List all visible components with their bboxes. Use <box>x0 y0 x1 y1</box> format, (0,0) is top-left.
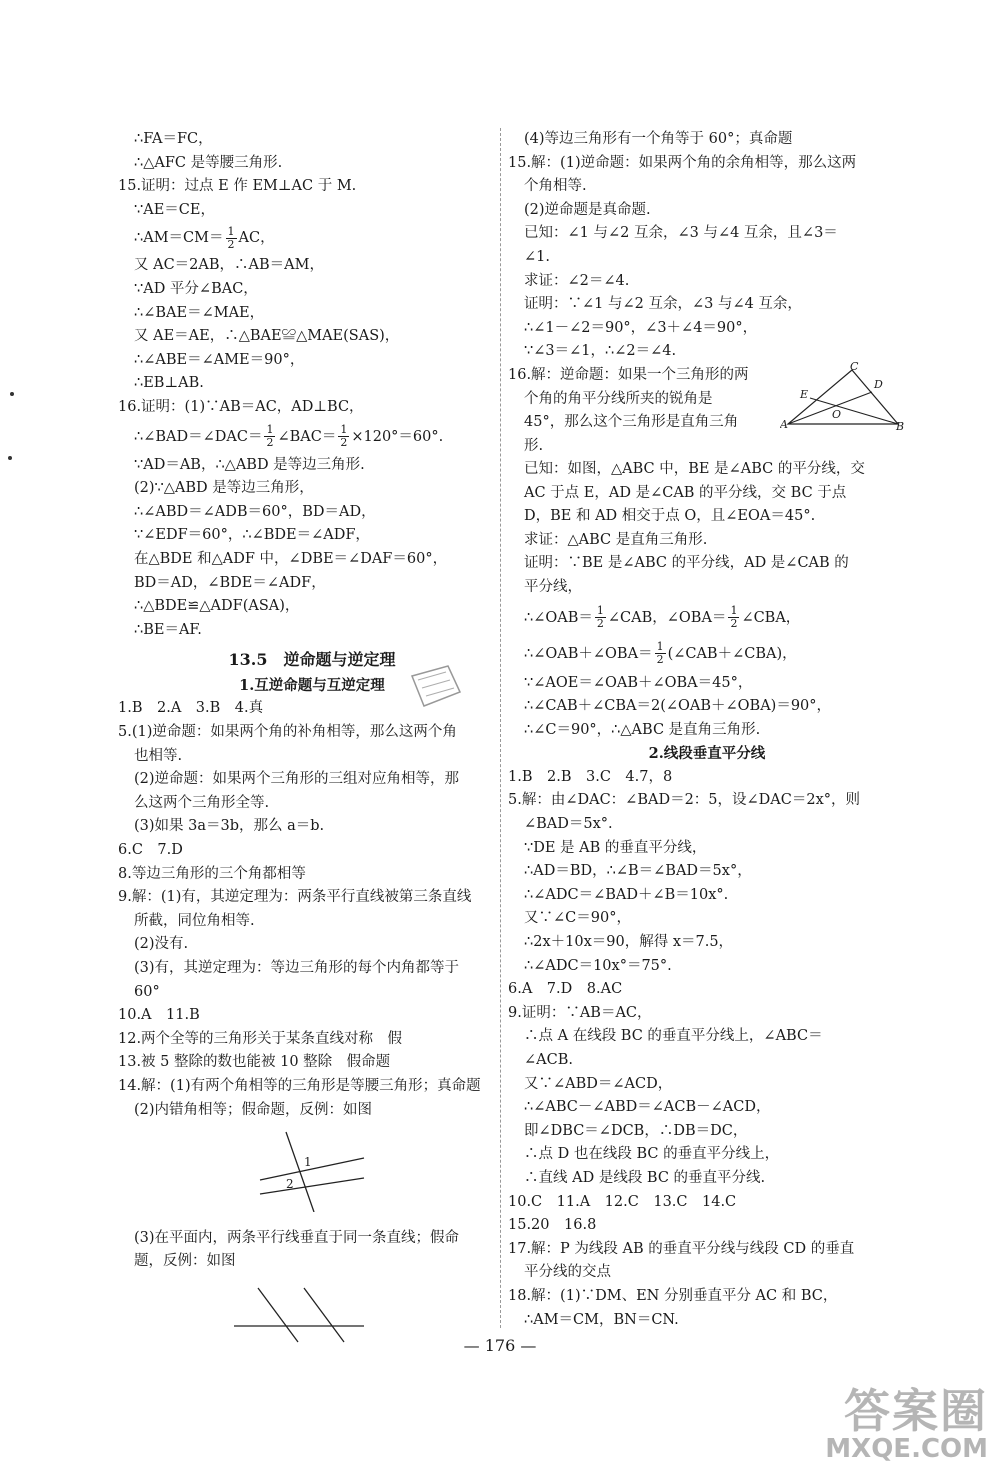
subsection-title: 2.线段垂直平分线 <box>648 745 766 763</box>
angle-label-2: 2 <box>286 1177 294 1192</box>
text-line: 求证：∠2＝∠4. <box>524 272 630 289</box>
text-line: 10.C 11.A 12.C 13.C 14.C <box>508 1193 737 1210</box>
text-line: ∴∠CAB＋∠CBA＝2(∠OAB＋∠OBA)＝90°， <box>524 698 832 715</box>
text-line: (2)逆命题：如果两个三角形的三组对应角相等，那 <box>134 771 460 788</box>
text-line: 又 AC＝2AB，∴AB＝AM， <box>134 257 324 274</box>
watermark-stamp <box>408 662 466 710</box>
text-line: 个角的角平分线所夹的锐角是 <box>524 390 713 407</box>
text-segment: ∠BAC＝ <box>277 428 337 445</box>
fraction-denominator: 2 <box>227 237 235 251</box>
point-label-d: D <box>874 377 883 391</box>
point-label-e: E <box>800 387 809 401</box>
text-line: 么这两个三角形全等. <box>134 794 270 811</box>
text-line: 6.C 7.D <box>118 842 183 859</box>
text-line: 15.20 16.8 <box>508 1217 597 1234</box>
text-line: 即∠DBC＝∠DCB，∴DB＝DC， <box>524 1122 748 1139</box>
text-line: ∴EB⊥AB. <box>134 375 204 392</box>
text-line: 15.解：(1)逆命题：如果两个角的余角相等，那么这两 <box>508 154 857 171</box>
fraction-numerator: 1 <box>266 423 274 437</box>
text-line: 14.解：(1)有两个角相等的三角形是等腰三角形；真命题 <box>118 1077 481 1094</box>
text-line: 15.证明：过点 E 作 EM⊥AC 于 M. <box>118 178 357 195</box>
text-segment: AC， <box>238 230 275 247</box>
text-line: ∴点 D 也在线段 BC 的垂直平分线上， <box>524 1146 780 1163</box>
text-line: ∴∠C＝90°，∴△ABC 是直角三角形. <box>524 721 761 738</box>
text-segment: ∠CBA， <box>741 609 801 626</box>
text-line: AC 于点 E，AD 是∠CAB 的平分线，交 BC 于点 <box>524 484 847 501</box>
text-line: (2)逆命题是真命题. <box>524 201 651 218</box>
text-line: ∴∠ABE＝∠AME＝90°， <box>134 351 305 368</box>
vertex-label-a: A <box>780 417 788 431</box>
text-line: ∴直线 AD 是线段 BC 的垂直平分线. <box>524 1169 766 1186</box>
text-line: 9.解：(1)有，其逆定理为：两条平行直线被第三条直线 <box>118 889 472 906</box>
question-16-block <box>508 361 906 458</box>
text-line: ∴∠ABD＝∠ADB＝60°，BD＝AD， <box>134 503 376 520</box>
fraction <box>655 641 666 666</box>
text-line: (3)有，其逆定理为：等边三角形的每个内角都等于 <box>134 960 460 976</box>
text-line: 13.被 5 整除的数也能被 10 整除 假命题 <box>118 1054 391 1071</box>
text-line: 60° <box>134 983 160 1000</box>
fraction-numerator: 1 <box>227 224 235 238</box>
section-title: 13.5 逆命题与逆定理 <box>228 650 396 670</box>
text-segment: (∠CAB＋∠CBA)， <box>667 645 797 662</box>
text-line: ∴∠BAE＝∠MAE， <box>134 304 265 321</box>
subsection-title: 1.互逆命题与互逆定理 <box>239 676 385 694</box>
fraction-numerator: 1 <box>596 604 604 617</box>
text-line: 平分线的交点 <box>524 1264 611 1281</box>
stamp-svg <box>408 662 466 710</box>
text-line: ∴△AFC 是等腰三角形. <box>134 154 283 171</box>
text-line: ∴AM＝CM，BN＝CN. <box>524 1311 679 1328</box>
text-line: 5.(1)逆命题：如果两个角的补角相等，那么这两个角 <box>118 724 457 741</box>
watermark-logo-text: 答案圈 <box>844 1384 988 1438</box>
text-line: ∵∠EDF＝60°，∴∠BDE＝∠ADF， <box>134 527 370 544</box>
text-line: ∠ACB. <box>524 1052 573 1068</box>
text-line: ∵AD 平分∠BAC， <box>134 280 258 297</box>
text-line: 5.解：由∠DAC：∠BAD＝2：5，设∠DAC＝2x°，则 <box>508 792 861 809</box>
text-line: (2)没有. <box>134 936 189 953</box>
text-segment: ∴∠BAD＝∠DAC＝ <box>134 428 263 445</box>
watermark <box>825 1384 988 1464</box>
vertex-label-c: C <box>850 361 859 373</box>
fraction <box>338 424 349 449</box>
text-line: 在△BDE 和△ADF 中，∠DBE＝∠DAF＝60°， <box>134 550 448 567</box>
fraction <box>226 226 237 251</box>
text-line: 45°，那么这个三角形是直角三角 <box>524 414 739 431</box>
text-line: 题，反例：如图 <box>134 1253 236 1270</box>
text-line: (3)如果 3a＝3b，那么 a＝b. <box>134 818 325 835</box>
text-line: ∴BE＝AF. <box>134 621 202 638</box>
text-line: 8.等边三角形的三个角都相等 <box>118 865 306 882</box>
text-segment: ∴AM＝CM＝ <box>134 230 224 247</box>
fraction-numerator: 1 <box>730 604 738 617</box>
text-line: ∠1. <box>524 248 550 265</box>
text-line: ∴∠ADC＝10x°＝75°. <box>524 957 672 974</box>
text-line: ∴∠ADC＝∠BAD＋∠B＝10x°. <box>524 886 729 903</box>
text-line: ∴△BDE≌△ADF(ASA)， <box>134 598 300 615</box>
text-line: ∴点 A 在线段 BC 的垂直平分线上，∠ABC＝ <box>524 1028 823 1045</box>
text-line: 1.B 2.A 3.B 4.真 <box>118 700 264 717</box>
text-line: 平分线， <box>524 578 582 595</box>
text-line: ∠BAD＝5x°. <box>524 816 613 833</box>
text-line: 9.证明：∵AB＝AC， <box>508 1004 652 1021</box>
fraction <box>595 605 606 630</box>
text-line: 6.A 7.D 8.AC <box>508 981 623 998</box>
text-line: 所截，同位角相等. <box>134 912 255 929</box>
text-line: 17.解：P 为线段 AB 的垂直平分线与线段 CD 的垂直 <box>508 1240 855 1257</box>
text-line: 12.两个全等的三角形关于某条直线对称 假 <box>118 1030 403 1047</box>
vertex-label-b: B <box>896 419 905 432</box>
text-line: 1.B 2.B 3.C 4.7，8 <box>508 768 673 785</box>
text-segment: ×120°＝60°. <box>351 428 444 445</box>
text-line: ∵∠AOE＝∠OAB＋∠OBA＝45°， <box>524 674 753 691</box>
text-line: ∵∠3＝∠1，∴∠2＝∠4. <box>524 343 677 360</box>
text-line: 16.解：逆命题：如果一个三角形的两 <box>508 366 749 383</box>
text-line: 已知：∠1 与∠2 互余，∠3 与∠4 互余，且∠3＝ <box>524 225 838 242</box>
fraction-numerator: 1 <box>656 640 664 653</box>
text-line-with-fraction <box>118 222 506 254</box>
text-segment: ∠CAB，∠OBA＝ <box>607 609 727 626</box>
fraction-denominator: 2 <box>730 617 738 630</box>
fraction-denominator: 2 <box>266 436 274 450</box>
text-line: 求证：△ABC 是直角三角形. <box>524 531 708 548</box>
figure-intersecting-lines <box>118 1128 506 1221</box>
text-segment: ∴∠OAB＋∠OBA＝ <box>524 645 653 662</box>
text-line: (3)在平面内，两条平行线垂直于同一条直线；假命 <box>134 1229 460 1246</box>
right-column <box>508 128 906 1332</box>
text-line: D，BE 和 AD 相交于点 O，且∠EOA＝45°. <box>524 508 816 525</box>
text-line: BD＝AD，∠BDE＝∠ADF， <box>134 574 326 591</box>
fraction-numerator: 1 <box>340 423 348 437</box>
text-line: ∴FA＝FC， <box>134 131 213 147</box>
triangle-figure <box>780 362 906 432</box>
text-line-with-fraction <box>118 420 506 454</box>
text-line: ∴∠ABC－∠ABD＝∠ACB－∠ACD， <box>524 1099 771 1116</box>
text-line: 16.证明：(1)∵AB＝AC，AD⊥BC， <box>118 398 364 415</box>
text-line: ∵AD＝AB，∴△ABD 是等边三角形. <box>134 456 365 473</box>
scan-dot <box>8 456 12 460</box>
fraction-denominator: 2 <box>340 436 348 450</box>
text-line: 证明：∵BE 是∠ABC 的平分线，AD 是∠CAB 的 <box>524 555 849 572</box>
point-label-o: O <box>832 407 842 421</box>
left-column <box>118 128 506 1361</box>
text-line: 个角相等. <box>524 178 587 195</box>
text-line: ∵DE 是 AB 的垂直平分线， <box>524 839 707 856</box>
text-line: 又∵∠C＝90°， <box>524 910 631 927</box>
text-line: 形. <box>524 437 544 454</box>
fraction <box>264 424 275 449</box>
text-segment: ∴∠OAB＝ <box>524 609 593 626</box>
fraction <box>728 605 739 630</box>
text-line: 证明：∵∠1 与∠2 互余，∠3 与∠4 互余， <box>524 296 802 313</box>
text-line: (4)等边三角形有一个角等于 60°；真命题 <box>524 131 793 147</box>
figure-svg <box>118 1128 506 1212</box>
angle-label-1: 1 <box>304 1155 312 1170</box>
text-line: 也相等. <box>134 747 183 764</box>
text-line: ∵AE＝CE， <box>134 201 215 218</box>
text-line: ∴2x＋10x＝90，解得 x＝7.5， <box>524 934 734 951</box>
page-number: — 176 — <box>463 1336 537 1355</box>
watermark-url: MXQE.COM <box>825 1434 988 1464</box>
text-line: 又 AE＝AE，∴△BAE≌△MAE(SAS)， <box>134 328 400 345</box>
text-line: (2)∵△ABD 是等边三角形， <box>134 480 314 497</box>
text-line: 已知：如图，△ABC 中，BE 是∠ABC 的平分线，交 <box>524 460 865 477</box>
fraction-denominator: 2 <box>596 617 604 630</box>
text-line: ∴∠1－∠2＝90°，∠3＋∠4＝90°， <box>524 319 758 336</box>
text-line: 10.A 11.B <box>118 1007 200 1024</box>
text-line: 又∵∠ABD＝∠ACD， <box>524 1075 673 1092</box>
fraction-denominator: 2 <box>656 653 664 666</box>
text-line: ∴AD＝BD，∴∠B＝∠BAD＝5x°， <box>524 863 752 880</box>
text-line-with-fraction <box>508 636 906 672</box>
scan-dot <box>10 392 14 396</box>
text-line-with-fraction <box>508 600 906 636</box>
text-line: (2)内错角相等；假命题，反例：如图 <box>134 1101 373 1118</box>
text-line: 18.解：(1)∵DM、EN 分别垂直平分 AC 和 BC， <box>508 1287 838 1304</box>
